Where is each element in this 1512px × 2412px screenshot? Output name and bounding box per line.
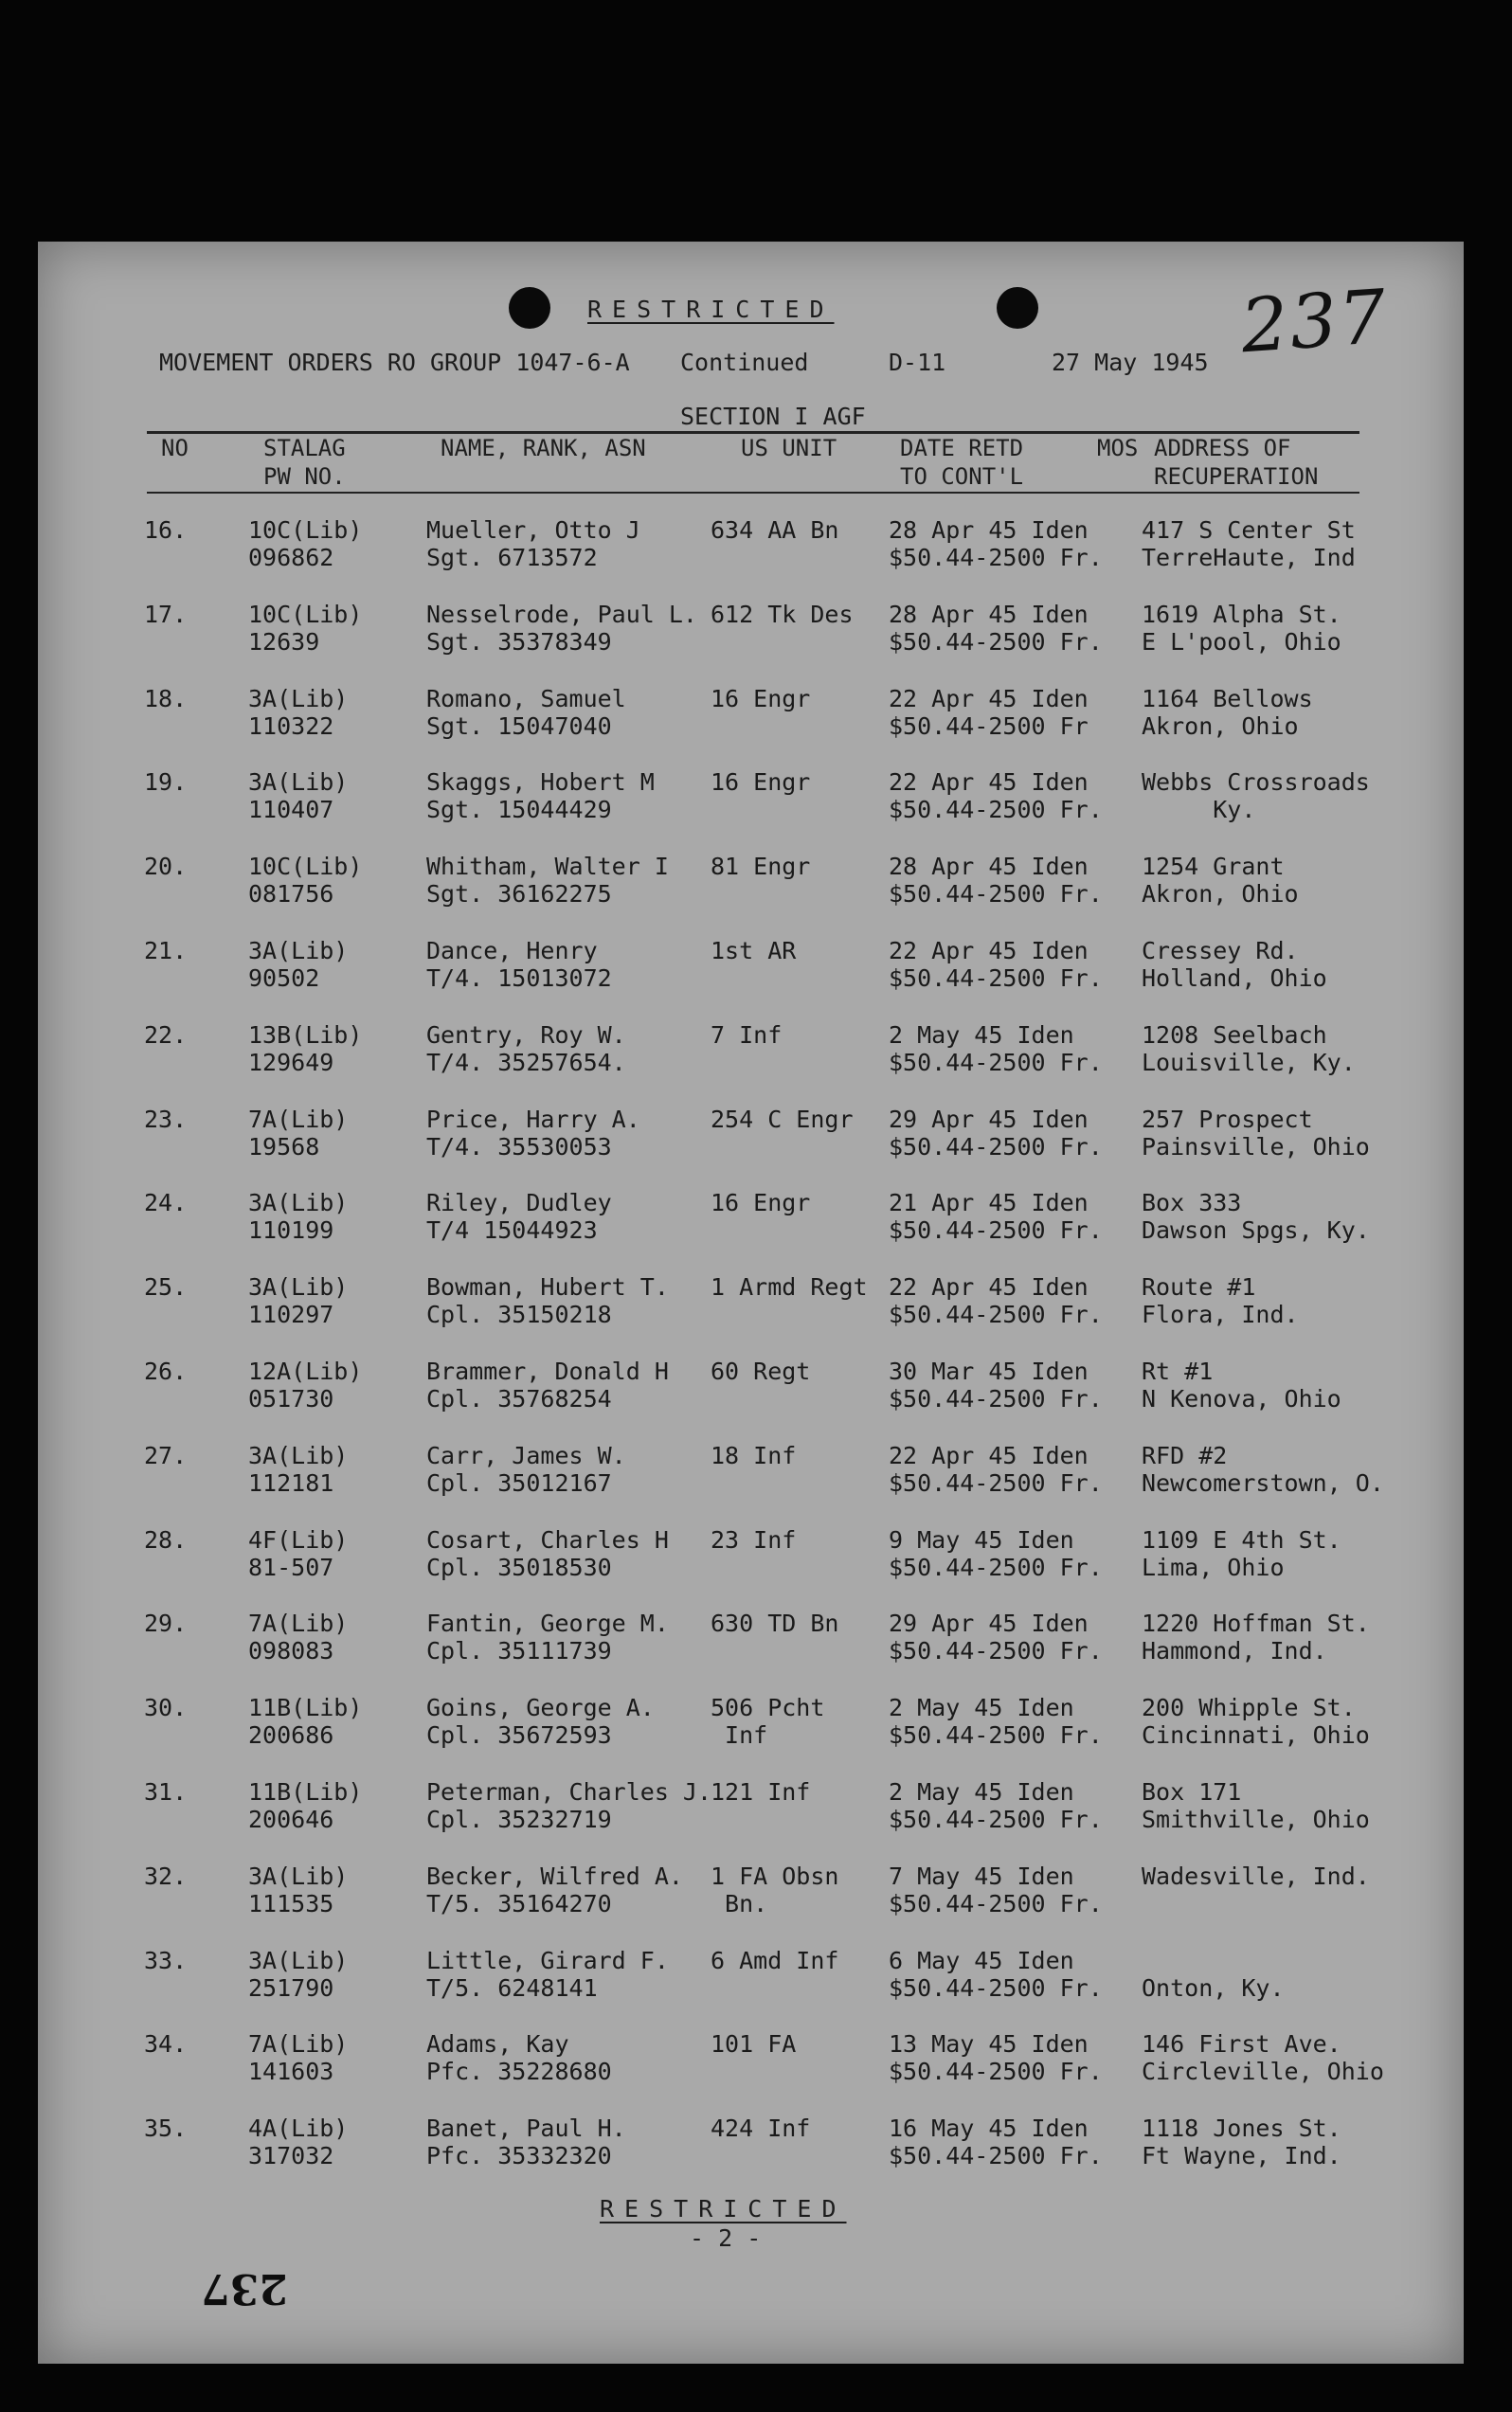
date-returned: 16 May 45 Iden $50.44-2500 Fr. [889,2115,1103,2170]
date-returned: 28 Apr 45 Iden $50.44-2500 Fr. [889,600,1103,656]
us-unit: 23 Inf [711,1525,797,1554]
row-number: 34. [144,2030,188,2059]
name-rank-asn: Little, Girard F. T/5. 6248141 [426,1946,669,2002]
name-rank-asn: Gentry, Roy W. T/4. 35257654. [426,1020,626,1076]
table-row [38,1106,1464,1162]
restricted-heading-bottom: RESTRICTED [600,2195,847,2223]
name-rank-asn: Romano, Samuel Sgt. 15047040 [426,684,626,740]
row-number: 31. [144,1778,188,1806]
table-row [38,1189,1464,1246]
row-number: 32. [144,1862,188,1890]
stalag-pw-number: 3A(Lib) 90502 [248,937,349,992]
name-rank-asn: Mueller, Otto J Sgt. 6713572 [426,516,640,571]
name-rank-asn: Cosart, Charles H Cpl. 35018530 [426,1525,669,1581]
stalag-pw-number: 11B(Lib) 200686 [248,1694,363,1750]
row-number: 25. [144,1273,188,1302]
stamped-number: 237 [201,2264,288,2313]
page-number: - 2 - [690,2224,762,2252]
punch-hole-left [509,287,550,329]
recuperation-address: Onton, Ky. [1142,1973,1285,2002]
date-returned: 22 Apr 45 Iden $50.44-2500 Fr [889,684,1089,740]
table-row [38,1694,1464,1751]
col-header-unit: US UNIT [741,435,837,461]
date-returned: 2 May 45 Iden $50.44-2500 Fr. [889,1778,1103,1833]
table-row [38,1021,1464,1078]
stalag-pw-number: 3A(Lib) 110199 [248,1189,349,1245]
recuperation-address: 1118 Jones St. Ft Wayne, Ind. [1142,2115,1341,2170]
row-number: 26. [144,1358,188,1385]
movement-orders-title: MOVEMENT ORDERS RO GROUP 1047-6-A [159,349,630,376]
us-unit: 630 TD Bn [711,1610,839,1638]
stalag-pw-number: 7A(Lib) 141603 [248,2030,349,2086]
recuperation-address: 1109 E 4th St. Lima, Ohio [1142,1525,1341,1581]
punch-hole-right [997,287,1038,329]
row-number: 27. [144,1441,188,1469]
us-unit: 16 Engr [711,768,811,797]
recuperation-address: Box 171 Smithville, Ohio [1142,1778,1370,1833]
date-returned: 9 May 45 Iden $50.44-2500 Fr. [889,1525,1103,1581]
us-unit: 16 Engr [711,684,811,712]
row-number: 16. [144,516,188,544]
us-unit: 81 Engr [711,853,811,881]
date-returned: 21 Apr 45 Iden $50.44-2500 Fr. [889,1189,1103,1245]
date-returned: 13 May 45 Iden $50.44-2500 Fr. [889,2030,1103,2086]
us-unit: 506 Pcht Inf [711,1694,825,1750]
stalag-pw-number: 3A(Lib) 110297 [248,1273,349,1329]
name-rank-asn: Peterman, Charles J. Cpl. 35232719 [426,1778,712,1833]
name-rank-asn: Dance, Henry T/4. 15013072 [426,937,612,992]
handwritten-page-number: 237 [1238,274,1391,370]
stalag-pw-number: 3A(Lib) 110322 [248,684,349,740]
table-row [38,1526,1464,1583]
us-unit: 6 Amd Inf [711,1946,839,1974]
date-returned: 28 Apr 45 Iden $50.44-2500 Fr. [889,853,1103,909]
restricted-heading-top: RESTRICTED [587,296,835,323]
table-row [38,1442,1464,1499]
stalag-pw-number: 12A(Lib) 051730 [248,1358,363,1413]
table-row [38,937,1464,994]
us-unit: 254 C Engr [711,1105,854,1133]
us-unit: 1 FA Obsn Bn. [711,1862,839,1917]
date-returned: 6 May 45 Iden $50.44-2500 Fr. [889,1946,1103,2002]
recuperation-address: Box 333 Dawson Spgs, Ky. [1142,1189,1370,1245]
document-date: 27 May 1945 [1052,349,1209,376]
name-rank-asn: Nesselrode, Paul L. Sgt. 35378349 [426,600,697,656]
recuperation-address: Rt #1 N Kenova, Ohio [1142,1358,1341,1413]
row-number: 19. [144,768,188,797]
date-returned: 22 Apr 45 Iden $50.44-2500 Fr. [889,1273,1103,1329]
stalag-pw-number: 10C(Lib) 096862 [248,516,363,571]
col-header-no: NO [161,435,189,461]
continued-label: Continued [680,349,809,376]
recuperation-address: 146 First Ave. Circleville, Ohio [1142,2030,1384,2086]
name-rank-asn: Adams, Kay Pfc. 35228680 [426,2030,612,2086]
recuperation-address: 1208 Seelbach Louisville, Ky. [1142,1020,1356,1076]
document-code: D-11 [889,349,946,376]
table-row [38,1610,1464,1666]
us-unit: 101 FA [711,2030,797,2059]
stalag-pw-number: 10C(Lib) 081756 [248,853,363,909]
stalag-pw-number: 4A(Lib) 317032 [248,2115,349,2170]
us-unit: 16 Engr [711,1189,811,1217]
table-row [38,685,1464,742]
header-rule-bottom [147,492,1359,494]
stalag-pw-number: 10C(Lib) 12639 [248,600,363,656]
table-row [38,601,1464,657]
name-rank-asn: Price, Harry A. T/4. 35530053 [426,1105,640,1161]
us-unit: 7 Inf [711,1020,783,1049]
name-rank-asn: Goins, George A. Cpl. 35672593 [426,1694,655,1750]
us-unit: 1st AR [711,937,797,964]
table-row [38,768,1464,825]
date-returned: 22 Apr 45 Iden $50.44-2500 Fr. [889,1441,1103,1497]
row-number: 22. [144,1020,188,1049]
document-page [38,242,1464,2364]
recuperation-address: 1254 Grant Akron, Ohio [1142,853,1299,909]
stalag-pw-number: 7A(Lib) 19568 [248,1105,349,1161]
row-number: 21. [144,937,188,964]
recuperation-address: Route #1 Flora, Ind. [1142,1273,1299,1329]
name-rank-asn: Skaggs, Hobert M Sgt. 15044429 [426,768,655,824]
table-row [38,853,1464,909]
stalag-pw-number: 11B(Lib) 200646 [248,1778,363,1833]
date-returned: 29 Apr 45 Iden $50.44-2500 Fr. [889,1105,1103,1161]
col-header-stalag: STALAG PW NO. [263,435,346,490]
row-number: 28. [144,1525,188,1554]
date-returned: 30 Mar 45 Iden $50.44-2500 Fr. [889,1358,1103,1413]
recuperation-address: Cressey Rd. Holland, Ohio [1142,937,1327,992]
us-unit: 1 Armd Regt [711,1273,868,1302]
col-header-mos: MOS [1097,435,1139,461]
table-row [38,516,1464,573]
stalag-pw-number: 3A(Lib) 111535 [248,1862,349,1917]
name-rank-asn: Becker, Wilfred A. T/5. 35164270 [426,1862,683,1917]
stalag-pw-number: 3A(Lib) 251790 [248,1946,349,2002]
col-header-address: ADDRESS OF RECUPERATION [1154,435,1319,490]
row-number: 30. [144,1694,188,1722]
row-number: 29. [144,1610,188,1638]
us-unit: 121 Inf [711,1778,811,1806]
table-row [38,2030,1464,2087]
stalag-pw-number: 3A(Lib) 112181 [248,1441,349,1497]
recuperation-address: 1619 Alpha St. E L'pool, Ohio [1142,600,1341,656]
name-rank-asn: Bowman, Hubert T. Cpl. 35150218 [426,1273,669,1329]
date-returned: 29 Apr 45 Iden $50.44-2500 Fr. [889,1610,1103,1665]
table-row [38,1273,1464,1330]
col-header-name: NAME, RANK, ASN [441,435,646,461]
recuperation-address: 200 Whipple St. Cincinnati, Ohio [1142,1694,1370,1750]
date-returned: 2 May 45 Iden $50.44-2500 Fr. [889,1694,1103,1750]
row-number: 17. [144,600,188,628]
section-label: SECTION I AGF [680,403,866,430]
us-unit: 60 Regt [711,1358,811,1385]
date-returned: 2 May 45 Iden $50.44-2500 Fr. [889,1020,1103,1076]
recuperation-address: Wadesville, Ind. [1142,1862,1370,1890]
table-row [38,1358,1464,1414]
table-row [38,2115,1464,2171]
us-unit: 18 Inf [711,1441,797,1469]
name-rank-asn: Carr, James W. Cpl. 35012167 [426,1441,626,1497]
us-unit: 634 AA Bn [711,516,839,544]
recuperation-address: 417 S Center St TerreHaute, Ind [1142,516,1356,571]
date-returned: 22 Apr 45 Iden $50.44-2500 Fr. [889,768,1103,824]
recuperation-address: Webbs Crossroads Ky. [1142,768,1370,824]
row-number: 23. [144,1105,188,1133]
name-rank-asn: Banet, Paul H. Pfc. 35332320 [426,2115,626,2170]
name-rank-asn: Whitham, Walter I Sgt. 36162275 [426,853,669,909]
name-rank-asn: Riley, Dudley T/4 15044923 [426,1189,612,1245]
stalag-pw-number: 13B(Lib) 129649 [248,1020,363,1076]
us-unit: 612 Tk Des [711,600,854,628]
table-row [38,1863,1464,1919]
date-returned: 7 May 45 Iden $50.44-2500 Fr. [889,1862,1103,1917]
stalag-pw-number: 4F(Lib) 81-507 [248,1525,349,1581]
row-number: 24. [144,1189,188,1217]
stalag-pw-number: 3A(Lib) 110407 [248,768,349,824]
recuperation-address: 257 Prospect Painsville, Ohio [1142,1105,1370,1161]
table-row [38,1947,1464,2004]
name-rank-asn: Brammer, Donald H Cpl. 35768254 [426,1358,669,1413]
row-number: 18. [144,684,188,712]
date-returned: 28 Apr 45 Iden $50.44-2500 Fr. [889,516,1103,571]
row-number: 35. [144,2115,188,2143]
stalag-pw-number: 7A(Lib) 098083 [248,1610,349,1665]
name-rank-asn: Fantin, George M. Cpl. 35111739 [426,1610,669,1665]
recuperation-address: 1220 Hoffman St. Hammond, Ind. [1142,1610,1370,1665]
row-number: 33. [144,1946,188,1974]
date-returned: 22 Apr 45 Iden $50.44-2500 Fr. [889,937,1103,992]
row-number: 20. [144,853,188,881]
table-row [38,1778,1464,1835]
col-header-date: DATE RETD TO CONT'L [900,435,1024,490]
recuperation-address: 1164 Bellows Akron, Ohio [1142,684,1313,740]
us-unit: 424 Inf [711,2115,811,2143]
recuperation-address: RFD #2 Newcomerstown, O. [1142,1441,1384,1497]
